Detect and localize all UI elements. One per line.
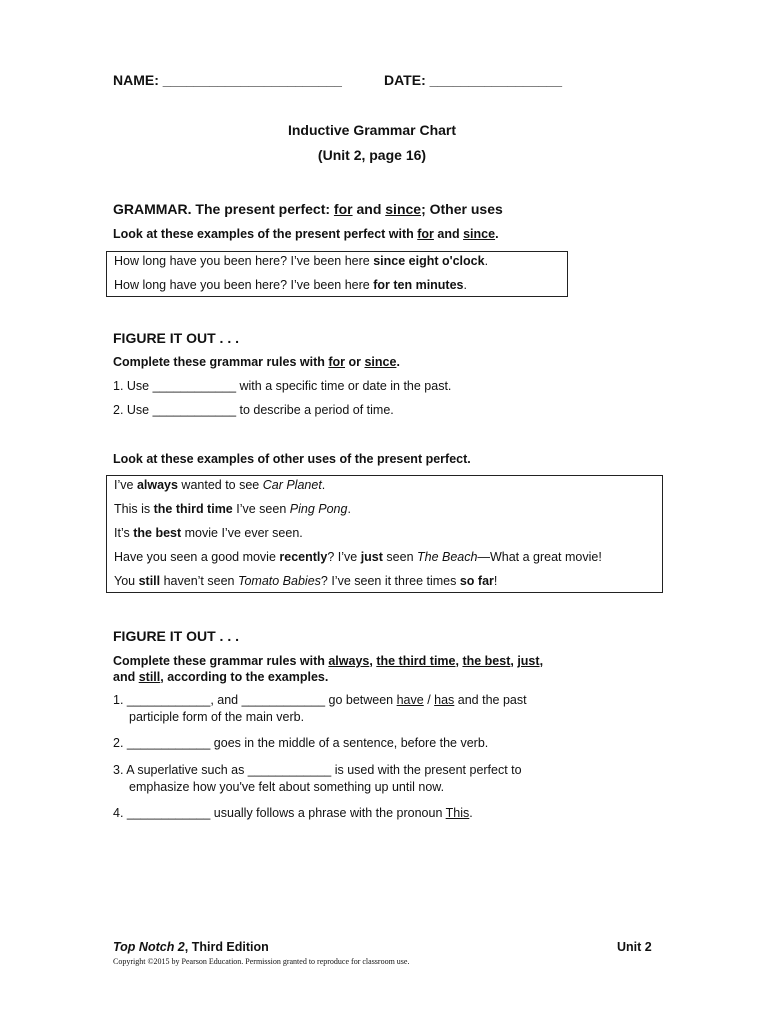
page-subtitle: (Unit 2, page 16)	[317, 147, 427, 163]
book-edition: , Third Edition	[184, 940, 269, 954]
rule-text: 1. ____________, and ____________ go between	[113, 693, 397, 707]
copyright-notice: Copyright ©2015 by Pearson Education. Permission granted to reproduce for classroom use.	[113, 957, 410, 966]
footer-unit: Unit 2	[617, 940, 652, 954]
example-text: This is	[114, 502, 154, 516]
figure1-instr-text: Complete these grammar rules with	[113, 355, 329, 369]
figure1-instr-suffix: .	[396, 355, 400, 369]
example-bold: since eight o'clock	[373, 254, 485, 268]
example-text: You	[114, 574, 139, 588]
figure1-rule-2[interactable]: 2. Use ____________ to describe a period of time.	[113, 403, 394, 417]
example-text: haven’t seen	[160, 574, 238, 588]
look-instruction-1	[113, 227, 499, 241]
look1-for: for	[417, 227, 434, 241]
figure2-rule-3-continuation: emphasize how you've felt about something up until now.	[129, 780, 445, 794]
example-row	[114, 478, 325, 492]
figure1-since: since	[364, 355, 397, 369]
rule-slash: /	[423, 693, 435, 707]
figure2-instruction-line-1	[113, 653, 543, 669]
figure1-or: or	[345, 355, 365, 369]
grammar-heading-suffix: ; Other uses	[421, 201, 503, 217]
look1-and: and	[433, 227, 464, 241]
example-row	[114, 278, 467, 292]
example-text: How long have you been here? I’ve been here	[114, 278, 374, 292]
figure2-word-just: just	[517, 654, 540, 668]
example-end: —What a great movie!	[477, 550, 602, 564]
example-end: !	[493, 574, 498, 588]
example-text: I’ve seen	[232, 502, 290, 516]
example-bold: still	[138, 574, 161, 588]
rule-text: .	[469, 806, 473, 820]
example-text: Have you seen a good movie	[114, 550, 280, 564]
example-text: wanted to see	[177, 478, 263, 492]
example-end: .	[484, 254, 489, 268]
page-title: Inductive Grammar Chart	[287, 122, 457, 138]
rule-text: and the past	[454, 693, 527, 707]
figure2-comma: ,	[369, 654, 377, 668]
example-italic: The Beach	[417, 550, 478, 564]
example-bold: for ten minutes	[373, 278, 464, 292]
figure-it-out-heading-1: FIGURE IT OUT . . .	[113, 330, 239, 346]
figure2-word-still: still	[138, 670, 161, 684]
example-bold: just	[360, 550, 383, 564]
figure2-rule-1[interactable]	[113, 692, 527, 726]
example-end: .	[321, 478, 326, 492]
name-field-label[interactable]: NAME: _______________________	[113, 72, 342, 88]
rule-word-has: has	[434, 693, 455, 707]
figure1-rule-1[interactable]: 1. Use ____________ with a specific time or date in the past.	[113, 379, 452, 393]
example-bold: recently	[279, 550, 328, 564]
example-bold: always	[136, 478, 178, 492]
example-italic: Tomato Babies	[237, 574, 321, 588]
rule-text: 4. ____________ usually follows a phrase with the pronoun	[113, 806, 446, 820]
example-row	[114, 526, 303, 540]
rule-word-have: have	[396, 693, 424, 707]
grammar-heading-and: and	[352, 201, 386, 217]
figure2-comma: ,	[539, 654, 544, 668]
figure2-rule-2[interactable]: 2. ____________ goes in the middle of a sentence, before the verb.	[113, 736, 489, 750]
example-row	[114, 502, 351, 516]
example-row	[114, 574, 497, 588]
figure2-instr-text: Complete these grammar rules with	[113, 654, 329, 668]
figure2-comma: ,	[455, 654, 463, 668]
figure2-instruction-line-2	[113, 669, 543, 685]
date-field-label[interactable]: DATE: _________________	[384, 72, 562, 88]
example-text: I’ve	[114, 478, 137, 492]
examples-box-for-since	[106, 251, 568, 297]
example-row	[114, 550, 602, 564]
figure2-instr-text: and	[113, 670, 139, 684]
figure2-instruction	[113, 653, 543, 685]
example-text: seen	[382, 550, 417, 564]
footer-book-title	[113, 940, 269, 954]
worksheet-header	[113, 72, 562, 88]
figure1-for: for	[328, 355, 346, 369]
figure2-rule-1-line	[113, 692, 527, 709]
example-text: ? I’ve seen it three times	[320, 574, 460, 588]
grammar-heading	[113, 201, 503, 217]
look1-suffix: .	[495, 227, 499, 241]
example-bold: the best	[133, 526, 182, 540]
example-text: ? I’ve	[327, 550, 361, 564]
example-text: How long have you been here? I’ve been here	[114, 254, 374, 268]
example-italic: Ping Pong	[289, 502, 348, 516]
grammar-heading-text: GRAMMAR. The present perfect:	[113, 201, 334, 217]
look1-text: Look at these examples of the present perfect with	[113, 227, 418, 241]
figure2-rule-3[interactable]	[113, 762, 522, 796]
example-bold: so far	[459, 574, 494, 588]
example-text: It’s	[114, 526, 134, 540]
figure2-word-best: the best	[462, 654, 511, 668]
figure2-rule-4[interactable]	[113, 805, 473, 822]
look1-since: since	[463, 227, 496, 241]
figure2-rule-1-continuation: participle form of the main verb.	[129, 710, 305, 724]
example-italic: Car Planet	[262, 478, 322, 492]
figure-it-out-heading-2: FIGURE IT OUT . . .	[113, 628, 239, 644]
examples-box-other-uses	[106, 475, 663, 593]
example-bold: the third time	[153, 502, 233, 516]
figure2-word-always: always	[328, 654, 370, 668]
grammar-heading-since: since	[385, 201, 422, 217]
figure1-instruction	[113, 355, 400, 369]
rule-word-this: This	[445, 806, 470, 820]
figure2-instr-text: , according to the examples.	[160, 670, 329, 684]
figure2-comma: ,	[510, 654, 518, 668]
look-instruction-2: Look at these examples of other uses of the present perfect.	[113, 452, 471, 466]
example-row	[114, 254, 488, 268]
figure2-word-third-time: the third time	[376, 654, 456, 668]
example-end: .	[463, 278, 467, 292]
figure2-rule-3-line: 3. A superlative such as ____________ is used with the present perfect to	[113, 763, 522, 777]
example-text: movie I’ve ever seen.	[181, 526, 303, 540]
book-name: Top Notch 2	[113, 940, 185, 954]
grammar-heading-for: for	[333, 201, 353, 217]
example-end: .	[347, 502, 351, 516]
